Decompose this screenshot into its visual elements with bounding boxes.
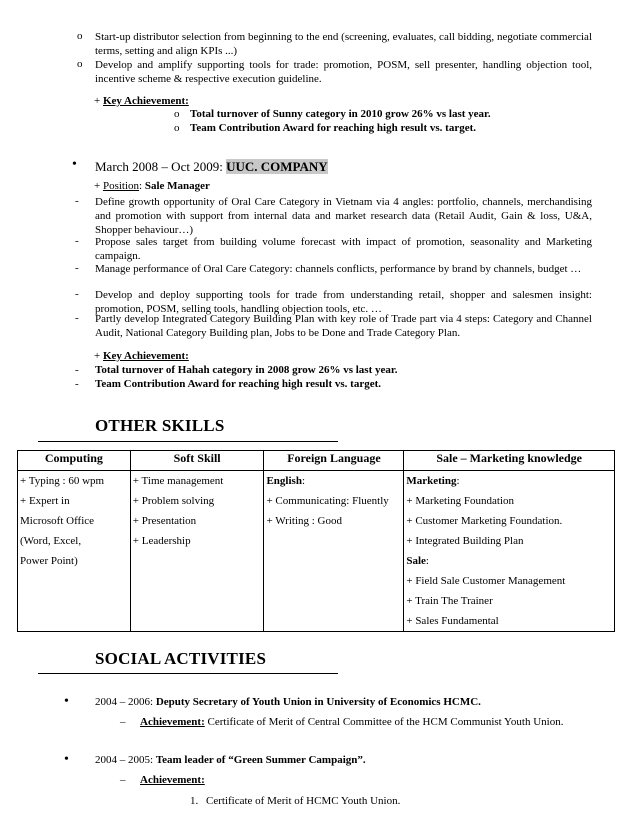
- list-marker: o: [77, 30, 83, 42]
- list-number: 1.: [190, 795, 199, 807]
- duty-item: Propose sales target from building volume forecast with impact of promotion, seasonality and Marketing campaign.: [95, 236, 592, 262]
- cell-line: + Expert in: [20, 495, 70, 507]
- cell-line: + Writing : Good: [266, 515, 342, 527]
- cell-line: Marketing:: [406, 475, 460, 487]
- list-marker: o: [77, 58, 83, 70]
- cell-line: + Typing : 60 wpm: [20, 475, 105, 487]
- duty-item: Define growth opportunity of Oral Care Category in Vietnam via 4 angles: portfolio, channels, merchandising and promotion with support from internal data and market research data (Retail Audit, Gain & loss, U&A, Shopper behaviour…): [95, 196, 592, 236]
- list-item: Develop and amplify supporting tools for trade: promotion, POSM, sell presenter, handling objection tool, incentive scheme & respective execution guideline.: [95, 59, 592, 85]
- achievement-item: Total turnover of Hahah category in 2008 grow 26% vs last year.: [95, 364, 398, 376]
- dash-marker: -: [75, 364, 79, 376]
- social-achievement: Achievement: Certificate of Merit of Central Committee of the HCM Communist Youth Union.: [140, 716, 564, 728]
- key-achievement-label: + Key Achievement:: [94, 95, 189, 107]
- list-marker: o: [174, 122, 180, 134]
- dash-marker: -: [75, 288, 79, 300]
- social-item: 2004 – 2006: Deputy Secretary of Youth Union in University of Economics HCMC.: [95, 696, 481, 708]
- table-row: [18, 471, 615, 632]
- achievement-item: Team Contribution Award for reaching high result vs. target.: [190, 122, 477, 134]
- key-achievement-label: + Key Achievement:: [94, 350, 189, 362]
- foreign-language-cell: [264, 471, 404, 632]
- achievement-item: Total turnover of Sunny category in 2010 grow 26% vs last year.: [190, 108, 491, 120]
- heading-underline: [38, 673, 338, 674]
- skills-table: [17, 450, 615, 632]
- social-achievement: Achievement:: [140, 774, 205, 786]
- column-header: Soft Skill: [130, 451, 264, 471]
- cell-line: + Sales Fundamental: [406, 615, 499, 627]
- job-heading: March 2008 – Oct 2009: UUC. COMPANY: [95, 159, 328, 174]
- duty-item: Partly develop Integrated Category Building Plan with key role of Trade part via 4 steps: Category and Channel Audit, National Category Building plan, Jobs to be Done and Trade Category Plan.: [95, 313, 592, 339]
- cell-line: + Integrated Building Plan: [406, 535, 524, 547]
- cell-line: English:: [266, 475, 305, 487]
- cell-line: + Train The Trainer: [406, 595, 493, 607]
- column-header: Foreign Language: [264, 451, 404, 471]
- achievement-item: Team Contribution Award for reaching high result vs. target.: [95, 378, 382, 390]
- cell-line: Sale:: [406, 555, 429, 567]
- cell-line: Power Point): [20, 555, 78, 567]
- bullet-icon: •: [72, 157, 77, 172]
- duty-item: Develop and deploy supporting tools for trade from understanding retail, shopper and salesmen insight: promotion, POSM, selling tools, handling objection tools, etc. …: [95, 289, 592, 315]
- dash-marker: -: [75, 378, 79, 390]
- column-header: Sale – Marketing knowledge: [404, 451, 615, 471]
- numbered-item: Certificate of Merit of HCMC Youth Union.: [206, 795, 401, 807]
- dash-marker: –: [120, 716, 126, 728]
- marketing-knowledge-cell: [404, 471, 615, 632]
- cell-line: + Communicating: Fluently: [266, 495, 389, 507]
- column-header: Computing: [18, 451, 131, 471]
- dash-marker: –: [120, 774, 126, 786]
- dash-marker: -: [75, 235, 79, 247]
- cell-line: Microsoft Office: [20, 515, 95, 527]
- bullet-icon: •: [64, 752, 69, 767]
- duty-item: Manage performance of Oral Care Category: channels conflicts, performance by brand by channels, budget …: [95, 263, 582, 275]
- heading-underline: [38, 441, 338, 442]
- cell-line: + Field Sale Customer Management: [406, 575, 566, 587]
- section-heading-other-skills: OTHER SKILLS: [95, 416, 225, 435]
- cell-line: + Time management: [132, 475, 224, 487]
- bullet-icon: •: [64, 694, 69, 709]
- table-header-row: [18, 451, 615, 471]
- list-marker: o: [174, 108, 180, 120]
- job-position: + Position: Sale Manager: [94, 180, 210, 192]
- cell-line: + Customer Marketing Foundation.: [406, 515, 563, 527]
- dash-marker: -: [75, 195, 79, 207]
- cell-line: + Problem solving: [132, 495, 215, 507]
- list-item: Start-up distributor selection from beginning to the end (screening, evaluates, call bidding, negotiate commercial terms, setting and align KPIs ...): [95, 31, 592, 57]
- cell-line: (Word, Excel,: [20, 535, 82, 547]
- cell-line: + Marketing Foundation: [406, 495, 514, 507]
- computing-cell: [18, 471, 131, 632]
- cell-line: + Leadership: [132, 535, 191, 547]
- social-item: 2004 – 2005: Team leader of “Green Summer Campaign”.: [95, 754, 366, 766]
- dash-marker: -: [75, 312, 79, 324]
- section-heading-social-activities: SOCIAL ACTIVITIES: [95, 649, 267, 668]
- dash-marker: -: [75, 262, 79, 274]
- cell-line: + Presentation: [132, 515, 197, 527]
- soft-skill-cell: [130, 471, 264, 632]
